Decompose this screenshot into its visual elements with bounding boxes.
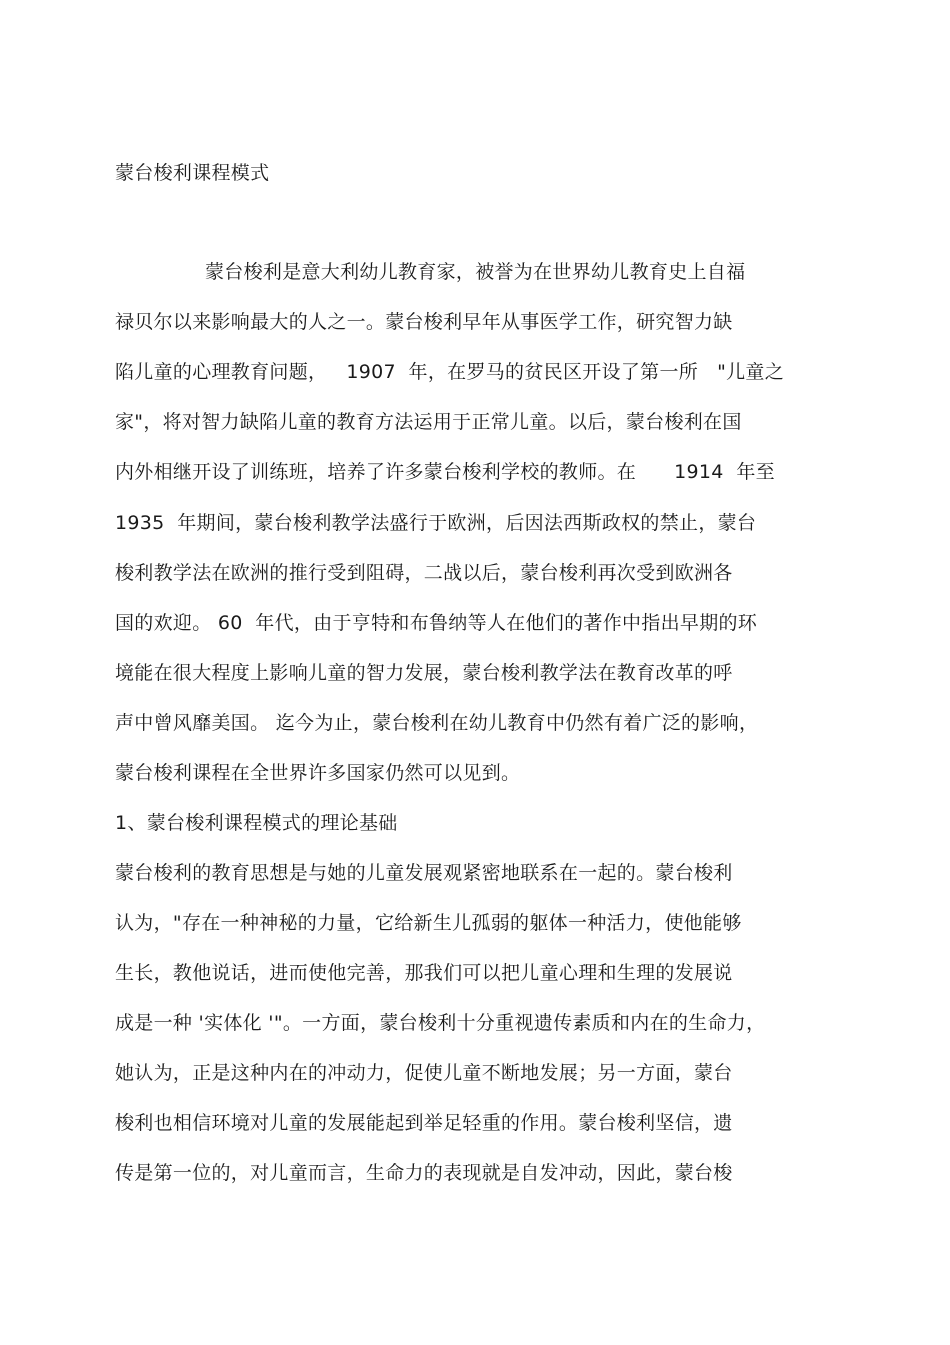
intro-line: 国的欢迎。 60 年代，由于亨特和布鲁纳等人在他们的著作中指出早期的环: [115, 612, 758, 634]
intro-line: 家"，将对智力缺陷儿童的教育方法运用于正常儿童。以后，蒙台梭利在国: [115, 411, 742, 433]
intro-line: 禄贝尔以来影响最大的人之一。蒙台梭利早年从事医学工作，研究智力缺: [115, 311, 733, 333]
intro-line: 陷儿童的心理教育问题， 1907 年，在罗马的贫民区开设了第一所 "儿童之: [115, 361, 785, 383]
body-line: 她认为，正是这种内在的冲动力，促使儿童不断地发展；另一方面，蒙台: [115, 1062, 733, 1084]
intro-line: 内外相继开设了训练班，培养了许多蒙台梭利学校的教师。在 1914 年至: [115, 461, 775, 483]
body-line: 认为，"存在一种神秘的力量，它给新生儿孤弱的躯体一种活力，使他能够: [115, 912, 742, 934]
page-title: 蒙台梭利课程模式: [115, 162, 270, 184]
body-line: 成是一种 '实体化 '"。一方面，蒙台梭利十分重视遗传素质和内在的生命力，: [115, 1012, 766, 1034]
body-line: 蒙台梭利的教育思想是与她的儿童发展观紧密地联系在一起的。蒙台梭利: [115, 862, 733, 884]
body-line: 生长，教他说话，进而使他完善，那我们可以把儿童心理和生理的发展说: [115, 962, 733, 984]
body-line: 传是第一位的，对儿童而言，生命力的表现就是自发冲动，因此，蒙台梭: [115, 1162, 733, 1184]
intro-line: 蒙台梭利课程在全世界许多国家仍然可以见到。: [115, 762, 521, 784]
intro-line: 境能在很大程度上影响儿童的智力发展，蒙台梭利教学法在教育改革的呼: [115, 662, 733, 684]
section-heading: 1、蒙台梭利课程模式的理论基础: [115, 812, 398, 834]
intro-line: 声中曾风靡美国。 迄今为止，蒙台梭利在幼儿教育中仍然有着广泛的影响，: [115, 712, 759, 734]
intro-line: 1935 年期间，蒙台梭利教学法盛行于欧洲，后因法西斯政权的禁止，蒙台: [115, 512, 757, 534]
body-line: 梭利也相信环境对儿童的发展能起到举足轻重的作用。蒙台梭利坚信，遗: [115, 1112, 733, 1134]
intro-line: 梭利教学法在欧洲的推行受到阻碍，二战以后，蒙台梭利再次受到欧洲各: [115, 562, 733, 584]
intro-line: 蒙台梭利是意大利幼儿教育家，被誉为在世界幼儿教育史上自福: [205, 261, 746, 283]
